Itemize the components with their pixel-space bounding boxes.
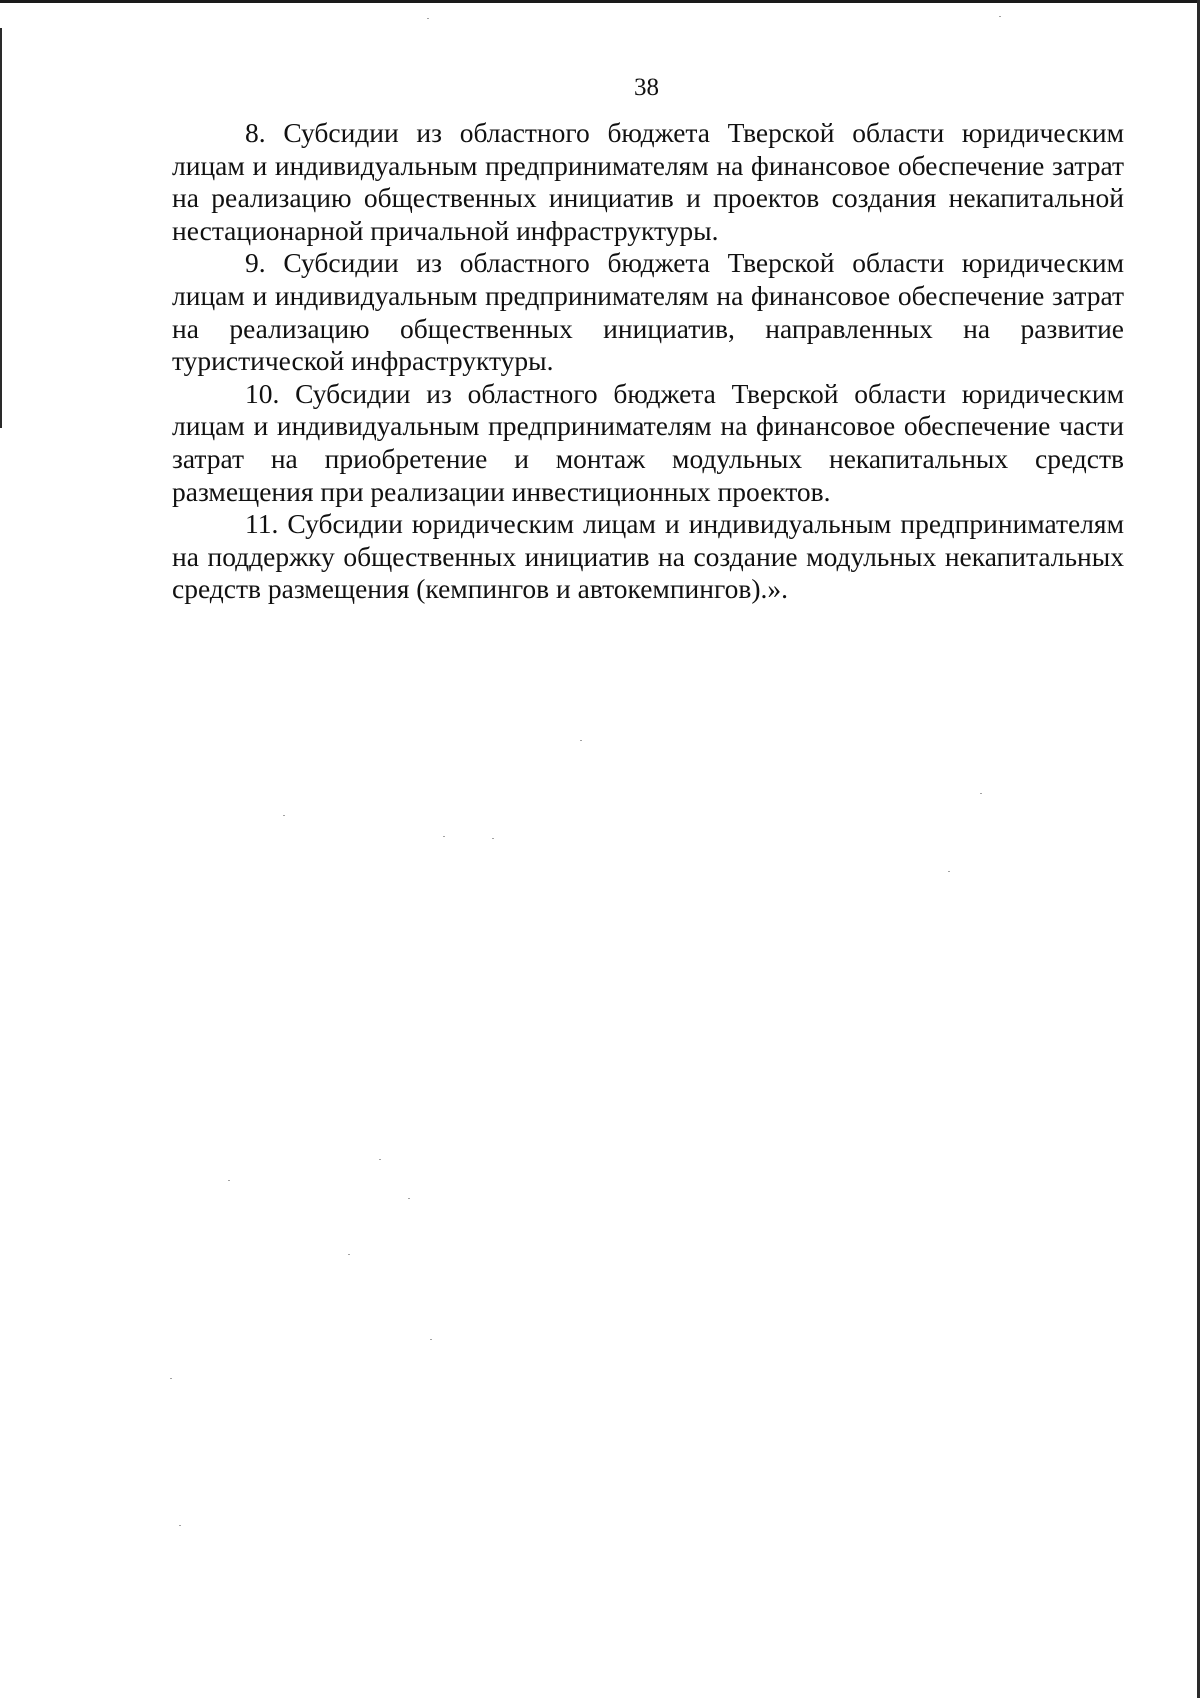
- scan-speck: [443, 836, 445, 837]
- scan-speck: [580, 740, 582, 741]
- scan-speck: [348, 1254, 350, 1255]
- paragraph-item-11: 11. Субсидии юридическим лицам и индивидуальным предпринимателям на поддержку общественных инициатив на создание модульных некапитальных средств размещения (кемпингов и автокемпингов).».: [172, 508, 1124, 605]
- scan-speck: [948, 871, 950, 872]
- scan-speck: [492, 838, 494, 839]
- scan-top-edge: [0, 0, 1200, 3]
- scan-speck: [283, 815, 285, 816]
- scan-speck: [430, 1339, 432, 1340]
- paragraph-item-8: 8. Субсидии из областного бюджета Тверской области юридическим лицам и индивидуальным предпринимателям на финансовое обеспечение затрат на реализацию общественных инициатив и проектов создания некапитальной нестационарной причальной инфраструктуры.: [172, 117, 1124, 246]
- scan-speck: [427, 18, 429, 19]
- page-number: 38: [634, 74, 659, 101]
- scan-speck: [179, 1525, 181, 1526]
- scan-speck: [999, 16, 1001, 17]
- scan-speck: [228, 1180, 230, 1181]
- scan-speck: [379, 1159, 381, 1160]
- paragraph-item-10: 10. Субсидии из областного бюджета Тверской области юридическим лицам и индивидуальным предпринимателям на финансовое обеспечение части затрат на приобретение и монтаж модульных некапитальных средств размещения при реализации инвестиционных проектов.: [172, 377, 1124, 507]
- scan-speck: [408, 1198, 410, 1199]
- paragraph-item-9: 9. Субсидии из областного бюджета Тверской области юридическим лицам и индивидуальным предпринимателям на финансовое обеспечение затрат на реализацию общественных инициатив, направленных на развитие туристической инфраструктуры.: [172, 247, 1124, 377]
- scan-speck: [170, 1378, 172, 1379]
- scan-speck: [980, 793, 982, 794]
- document-body: [172, 117, 1124, 606]
